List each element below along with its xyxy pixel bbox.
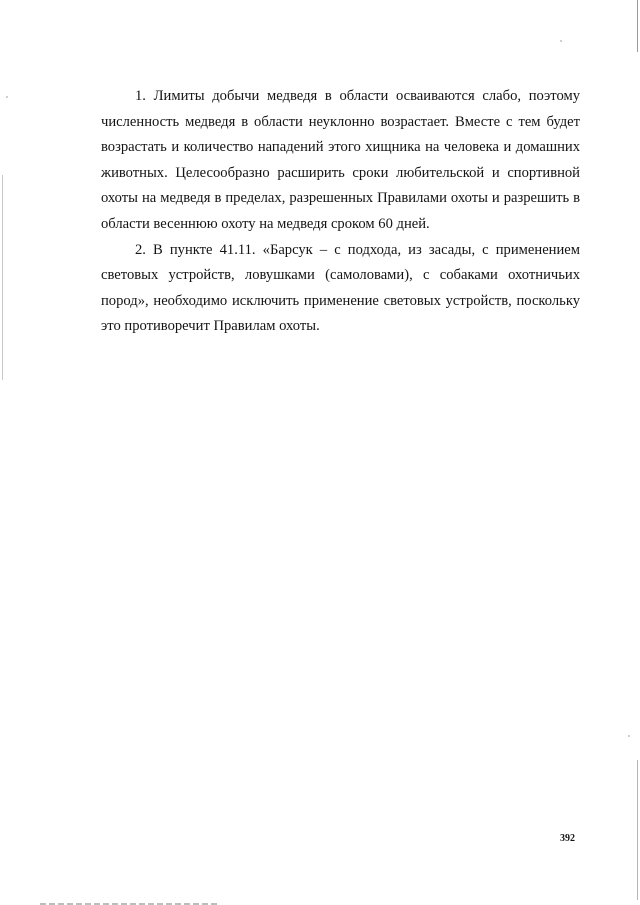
paragraph-1: 1. Лимиты добычи медведя в области осваиваются слабо, поэтому численность медведя в области неуклонно возрастает. Вместе с тем будет возрастать и количество нападений этого хищника на человека и домашних животных. Целесообразно расширить сроки любительской и спортивной охоты на медведя в пределах, разрешенных Правилами охоты и разрешить в области весеннюю охоту на медведя сроком 60 дней. <box>101 88 580 232</box>
scan-dot-artifact <box>6 96 8 98</box>
scan-edge-artifact <box>637 0 638 52</box>
paragraph-2: 2. В пункте 41.11. «Барсук – с подхода, из засады, с применением световых устройств, ловушками (самоловами), с собаками охотничьих пород», необходимо исключить применение световых устройств, поскольку это противоречит Правилам охоты. <box>101 241 580 335</box>
page-number: 392 <box>560 833 575 844</box>
scan-edge-artifact <box>2 175 3 380</box>
scan-dot-artifact <box>628 735 630 737</box>
body-text <box>101 84 580 340</box>
scan-edge-artifact <box>637 760 638 900</box>
scan-dot-artifact <box>560 40 562 42</box>
